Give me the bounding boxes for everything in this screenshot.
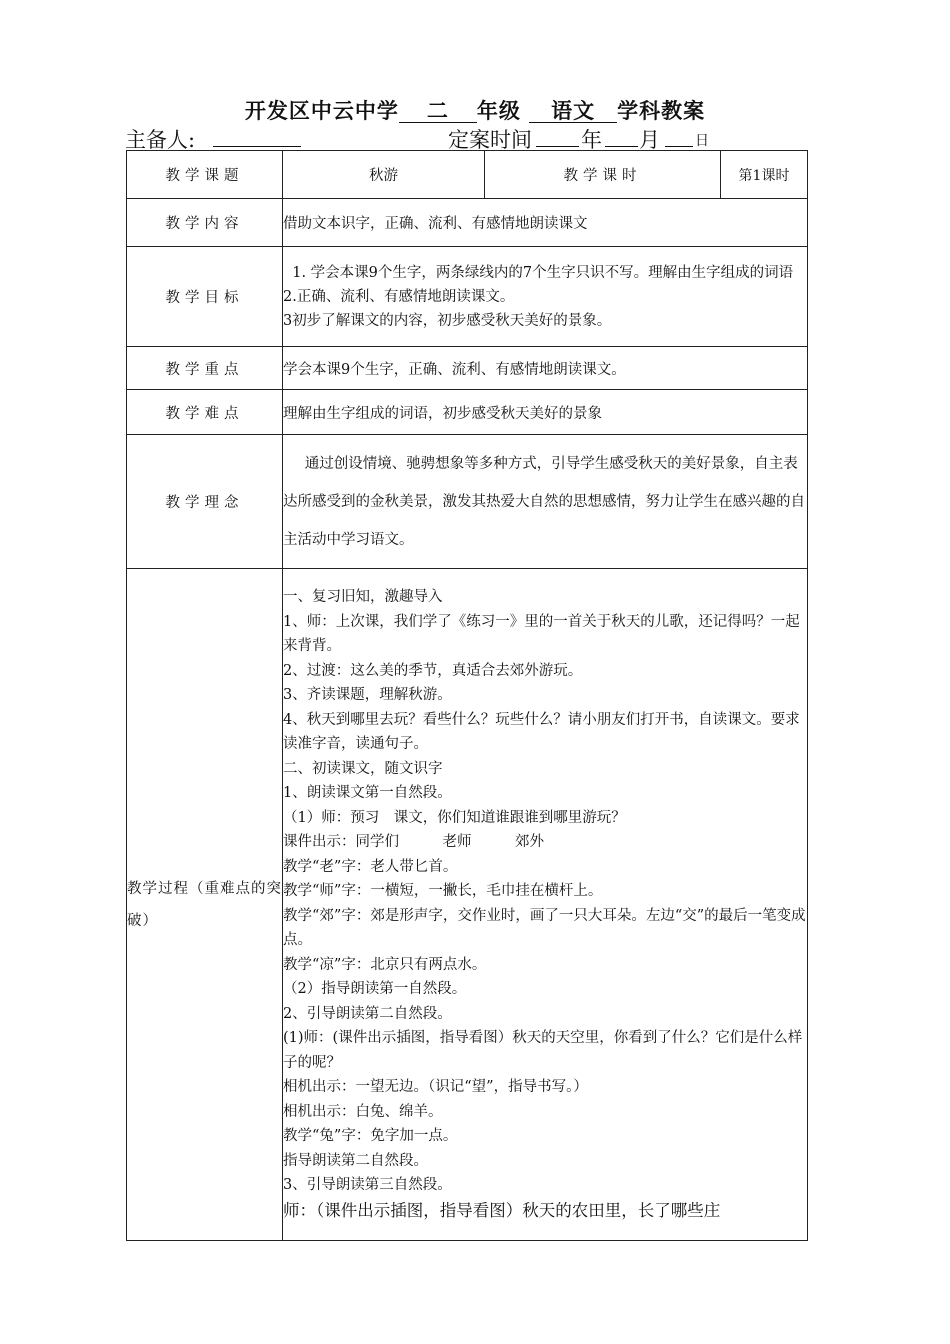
goals-row <box>127 247 808 347</box>
difficulty-label: 教学难点 <box>127 390 283 435</box>
date-label: 定案时间 <box>448 128 532 152</box>
process-line: (1)师：(课件出示插图，指导看图）秋天的天空里，你看到了什么？它们是什么样子的呢？ <box>283 1030 803 1071</box>
month-blank <box>605 126 638 147</box>
author-label: 主备人: <box>125 128 196 152</box>
goal-item: 2.正确、流利、有感情地朗读课文。 <box>283 288 515 305</box>
day-blank <box>665 126 693 147</box>
content-label: 教学内容 <box>127 199 283 247</box>
year-blank <box>536 126 579 147</box>
process-row <box>127 569 808 1241</box>
process-line: 教学“师”字：一横短，一撇长，毛巾挂在横杆上。 <box>283 883 603 900</box>
process-line: 2、引导朗读第二自然段。 <box>283 1005 452 1022</box>
process-line: 教学“郊”字：郊是形声字，交作业时，画了一只大耳朵。左边“交”的最后一笔变成点。 <box>283 907 806 949</box>
process-line: （2）指导朗读第一自然段。 <box>283 981 467 998</box>
process-line: 课件出示：同学们 老师 郊外 <box>283 834 544 851</box>
process-line: 教学“凉”字：北京只有两点水。 <box>283 956 487 973</box>
year-label: 年 <box>581 128 602 152</box>
subject-suffix: 学科教案 <box>617 99 706 123</box>
month-label: 月 <box>639 128 660 152</box>
hours-label: 教学课时 <box>485 151 721 199</box>
key-label: 教学重点 <box>127 347 283 390</box>
process-line: 教学“兔”字：免字加一点。 <box>283 1128 458 1145</box>
philosophy-row <box>127 435 808 569</box>
content-row <box>127 199 808 247</box>
process-line: 3、引导朗读第三自然段。 <box>283 1177 452 1194</box>
difficulty-row <box>127 390 808 435</box>
key-value: 学会本课9个生字，正确、流利、有感情地朗读课文。 <box>283 347 808 390</box>
process-line: 相机出示：一望无边。（识记“望”，指导书写。） <box>283 1079 588 1096</box>
process-line: 教学“老”字：老人带匕首。 <box>283 858 458 875</box>
key-row <box>127 347 808 390</box>
grade-blank: 二 <box>399 100 477 123</box>
goal-item: 1. 学会本课9个生字，两条绿线内的7个生字只识不写。理解由生字组成的词语 <box>283 264 794 281</box>
process-line: 1、朗读课文第一自然段。 <box>283 785 452 802</box>
process-line: （1）师：预习 课文，你们知道谁跟谁到哪里游玩？ <box>283 809 626 826</box>
process-line: 二、初读课文，随文识字 <box>283 760 443 777</box>
difficulty-value: 理解由生字组成的词语，初步感受秋天美好的景象 <box>283 390 808 435</box>
day-label: 日 <box>695 133 709 149</box>
author-blank <box>213 126 301 147</box>
grade-suffix: 年级 <box>476 99 521 123</box>
process-line: 4、秋天到哪里去玩？看些什么？玩些什么？请小朋友们打开书，自读课文。要求读准字音，读通句子。 <box>283 711 800 753</box>
content-value: 借助文本识字，正确、流利、有感情地朗读课文 <box>283 199 808 247</box>
process-line: 3、齐读课题，理解秋游。 <box>283 687 452 704</box>
process-value <box>283 569 808 1241</box>
philosophy-label: 教学理念 <box>127 435 283 569</box>
philosophy-value: 通过创设情境、驰骋想象等多种方式，引导学生感受秋天的美好景象，自主表达所感受到的金秋美景，激发其热爱大自然的思想感情，努力让学生在感兴趣的自主活动中学习语文。 <box>283 435 808 569</box>
process-line: 相机出示：白兔、绵羊。 <box>283 1103 443 1120</box>
topic-row <box>127 151 808 199</box>
goals-value <box>283 247 808 347</box>
process-line: 指导朗读第二自然段。 <box>283 1152 428 1169</box>
lesson-plan-table <box>126 150 808 1241</box>
topic-value: 秋游 <box>283 151 485 199</box>
topic-label: 教学课题 <box>127 151 283 199</box>
hours-value: 第1课时 <box>721 151 808 199</box>
goals-label: 教学目标 <box>127 247 283 347</box>
subject-blank: 语文 <box>529 100 617 123</box>
meta-line <box>125 124 825 150</box>
process-line: 1、师：上次课，我们学了《练习一》里的一首关于秋天的儿歌，还记得吗？一起来背背。 <box>283 613 800 655</box>
school-name: 开发区中云中学 <box>244 99 399 123</box>
process-line: 2、过渡：这么美的季节，真适合去郊外游玩。 <box>283 662 583 679</box>
process-label: 教学过程（重难点的突破） <box>127 569 283 1241</box>
process-line: 师：（课件出示插图，指导看图）秋天的农田里，长了哪些庄 <box>283 1200 721 1220</box>
document-title <box>0 95 950 125</box>
process-line: 一、复习旧知，激趣导入 <box>283 589 443 606</box>
goal-item: 3初步了解课文的内容，初步感受秋天美好的景象。 <box>283 312 612 329</box>
